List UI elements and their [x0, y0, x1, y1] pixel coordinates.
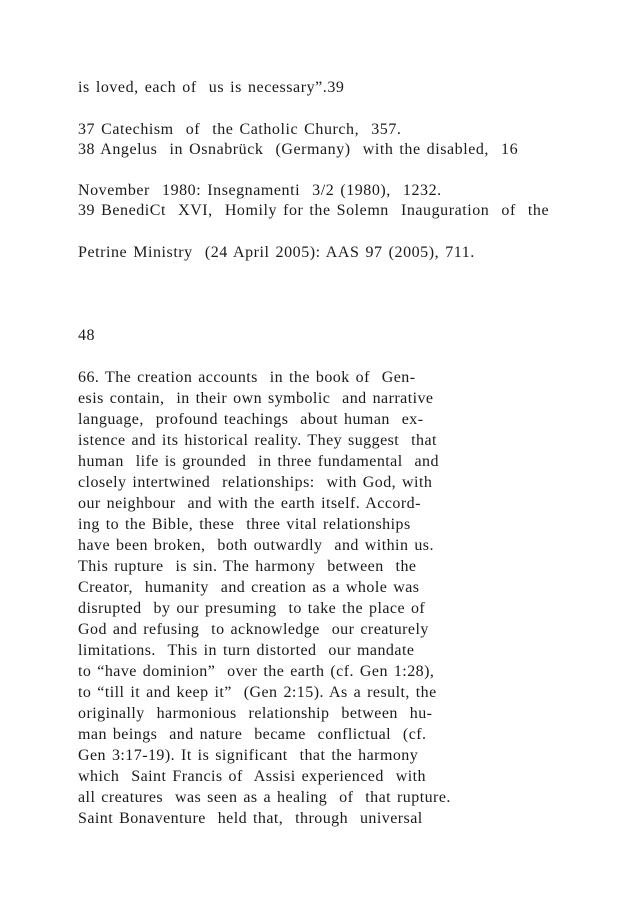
paragraph-line: limitations. This in turn distorted our mandate	[78, 642, 415, 659]
paragraph-line: our neighbour and with the earth itself. Accord-	[78, 495, 421, 512]
paragraph-line: human life is grounded in three fundamental and	[78, 453, 439, 470]
paragraph-line: all creatures was seen as a healing of that rupture.	[78, 789, 451, 806]
paragraph-line: have been broken, both outwardly and within us.	[78, 537, 434, 554]
footnote-39: 39 BenediCt XVI, Homily for the Solemn Inauguration of the	[78, 202, 550, 219]
paragraph-line: istence and its historical reality. They suggest that	[78, 432, 437, 449]
paragraph-line: Creator, humanity and creation as a whole was	[78, 579, 420, 596]
paragraph-line: originally harmonious relationship between hu-	[78, 705, 433, 722]
page-number: 48	[78, 327, 96, 344]
paragraph-line: to “have dominion” over the earth (cf. Gen 1:28),	[78, 663, 435, 680]
paragraph-line: esis contain, in their own symbolic and narrative	[78, 390, 434, 407]
paragraph-line: ing to the Bible, these three vital relationships	[78, 516, 411, 533]
paragraph-line: disrupted by our presuming to take the place of	[78, 600, 426, 617]
paragraph-line: God and refusing to acknowledge our creaturely	[78, 621, 429, 638]
paragraph-line: Saint Bonaventure held that, through universal	[78, 810, 423, 827]
paragraph-line: which Saint Francis of Assisi experienced with	[78, 768, 426, 785]
paragraph-line: language, profound teachings about human ex-	[78, 411, 424, 428]
continued-quote-line: is loved, each of us is necessary”.39	[78, 79, 345, 96]
footnote-37: 37 Catechism of the Catholic Church, 357.	[78, 121, 402, 138]
paragraph-line: This rupture is sin. The harmony between the	[78, 558, 417, 575]
footnote-38: 38 Angelus in Osnabrück (Germany) with the disabled, 16	[78, 141, 519, 158]
paragraph-line: 66. The creation accounts in the book of Gen-	[78, 369, 416, 386]
paragraph-line: Gen 3:17-19). It is significant that the harmony	[78, 747, 419, 764]
paragraph-line: closely intertwined relationships: with God, with	[78, 474, 433, 491]
paragraph-line: man beings and nature became conflictual (cf.	[78, 726, 427, 743]
paragraph-line: to “till it and keep it” (Gen 2:15). As a result, the	[78, 684, 437, 701]
footnote-39-continued: Petrine Ministry (24 April 2005): AAS 97 (2005), 711.	[78, 244, 475, 261]
footnote-38-continued: November 1980: Insegnamenti 3/2 (1980), 1232.	[78, 182, 442, 199]
